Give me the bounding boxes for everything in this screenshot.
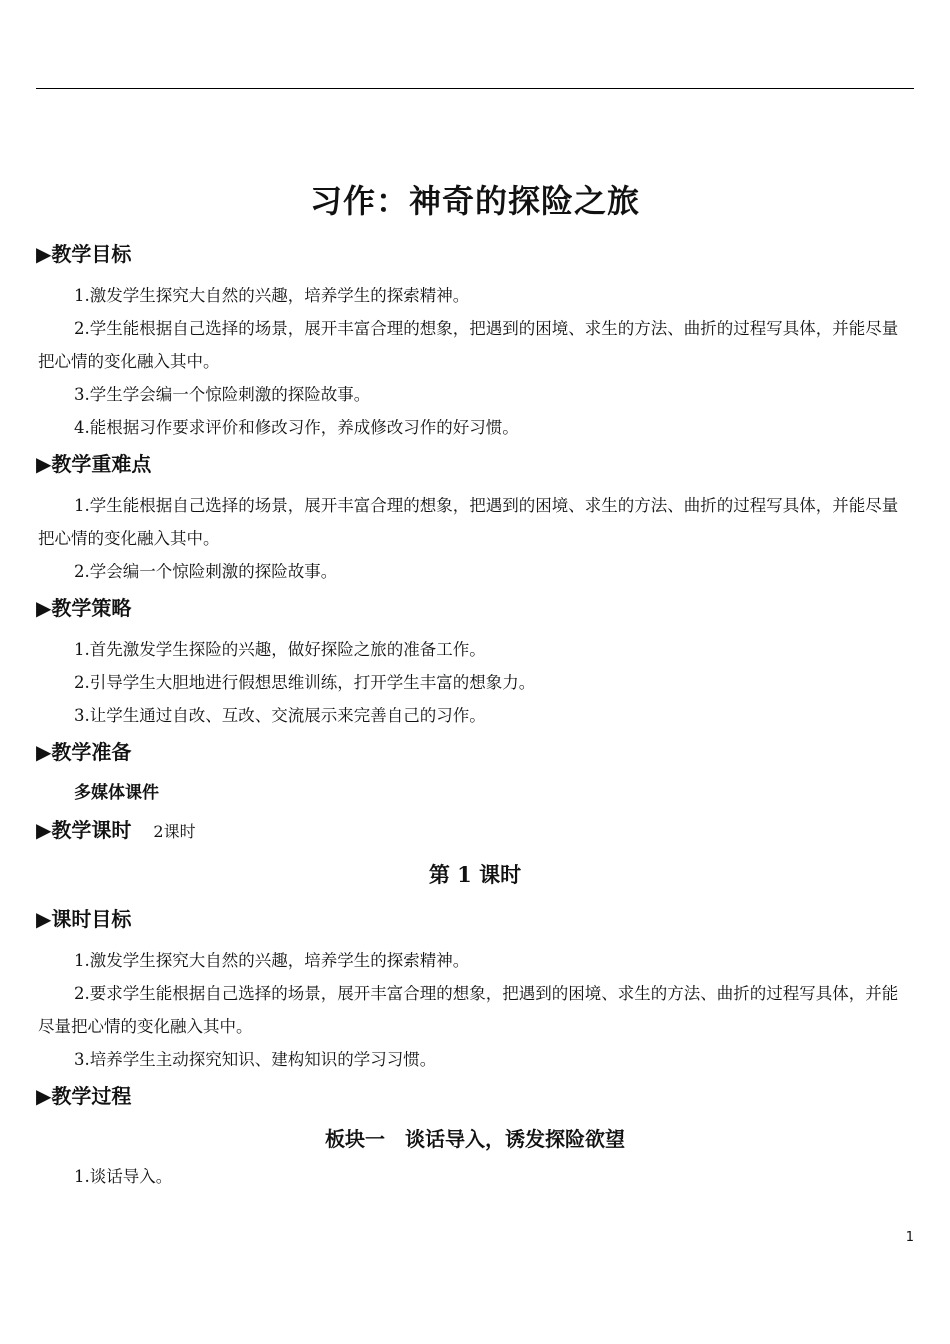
heading-lesson-goals: ▶课时目标 — [36, 907, 132, 931]
lesson-goal-item: 3.培养学生主动探究知识、建构知识的学习习惯。 — [74, 1050, 437, 1069]
hours-value: 2课时 — [153, 822, 196, 841]
goal-item: 1.激发学生探究大自然的兴趣，培养学生的探索精神。 — [74, 286, 470, 305]
heading-hours — [36, 816, 196, 846]
strategy-item: 2.引导学生大胆地进行假想思维训练，打开学生丰富的想象力。 — [74, 673, 536, 692]
page-number: 1 — [905, 1230, 914, 1245]
goal-item: 2.学生能根据自己选择的场景，展开丰富合理的想象，把遇到的困境、求生的方法、曲折的过程写具体，并能尽量把心情的变化融入其中。 — [38, 319, 899, 371]
heading-preparation: ▶教学准备 — [36, 740, 132, 764]
lesson-goal-item: 1.激发学生探究大自然的兴趣，培养学生的探索精神。 — [74, 951, 470, 970]
page-title: 习作：神奇的探险之旅 — [309, 182, 640, 220]
strategy-item: 3.让学生通过自改、互改、交流展示来完善自己的习作。 — [74, 706, 486, 725]
lesson-goal-item: 2.要求学生能根据自己选择的场景，展开丰富合理的想象，把遇到的困境、求生的方法、曲折的过程写具体，并能尽量把心情的变化融入其中。 — [38, 984, 899, 1036]
lesson-title: 第 1 课时 — [428, 862, 522, 887]
strategy-item: 1.首先激发学生探险的兴趣，做好探险之旅的准备工作。 — [74, 640, 486, 659]
keypoint-item: 2.学会编一个惊险刺激的探险故事。 — [74, 562, 338, 581]
preparation-content: 多媒体课件 — [74, 783, 159, 803]
header-rule — [36, 88, 914, 89]
heading-key-points: ▶教学重难点 — [36, 452, 152, 476]
heading-strategy: ▶教学策略 — [36, 596, 132, 620]
heading-process: ▶教学过程 — [36, 1084, 132, 1108]
keypoint-item: 1.学生能根据自己选择的场景，展开丰富合理的想象，把遇到的困境、求生的方法、曲折的过程写具体，并能尽量把心情的变化融入其中。 — [38, 496, 899, 548]
goal-item: 4.能根据习作要求评价和修改习作，养成修改习作的好习惯。 — [74, 418, 519, 437]
block-item: 1.谈话导入。 — [74, 1167, 173, 1186]
goal-item: 3.学生学会编一个惊险刺激的探险故事。 — [74, 385, 371, 404]
hours-label: ▶教学课时 — [36, 818, 132, 842]
block-title: 板块一 谈话导入，诱发探险欲望 — [325, 1127, 625, 1151]
heading-teaching-goals: ▶教学目标 — [36, 242, 132, 266]
